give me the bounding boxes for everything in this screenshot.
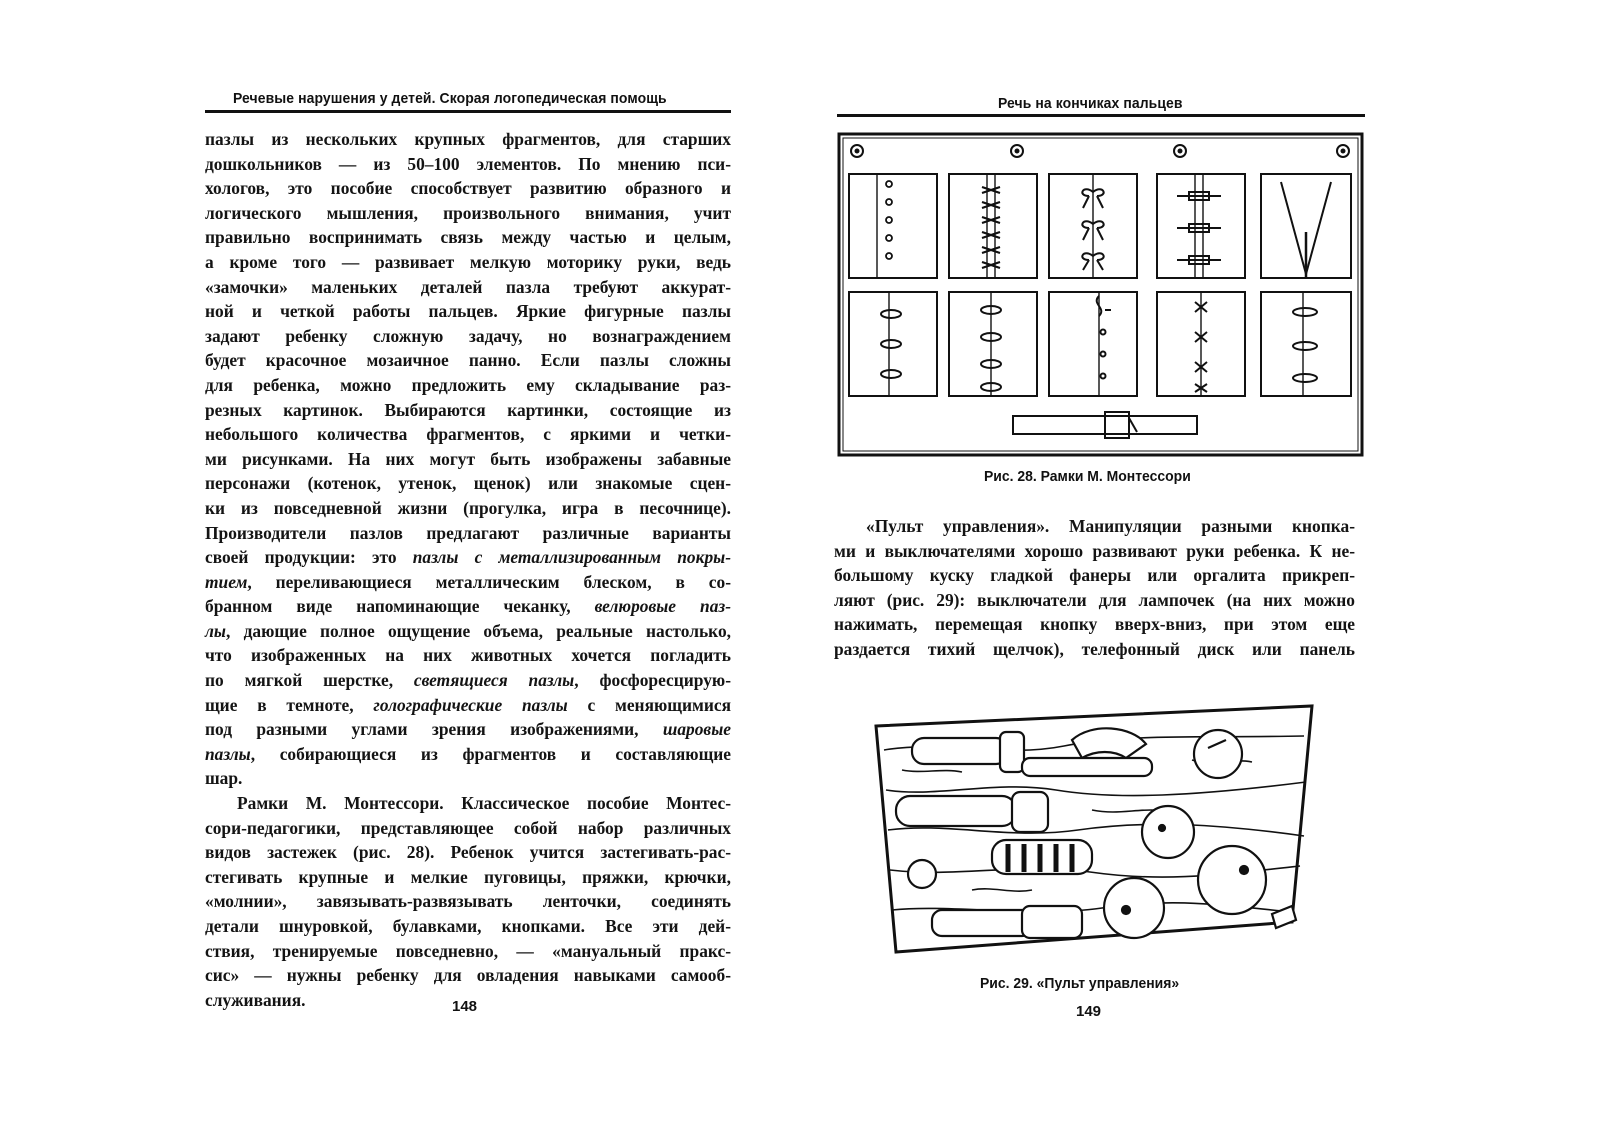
header-rule-left	[205, 110, 731, 113]
left-page	[0, 0, 800, 1132]
text-line: хологов, это пособие способствует развитию образного и	[205, 178, 731, 199]
emphasis-term: лы	[205, 620, 226, 641]
text-line: шар.	[205, 768, 243, 789]
text-line: ной и четкой работы пальцев. Яркие фигурные пазлы	[205, 301, 731, 322]
text-line: ми и выключателями хорошо развивают руки ребенка. К не-	[834, 540, 1355, 561]
text-line: ствия, тренируемые повседневно, — «мануальный пракс-	[205, 940, 731, 961]
right-body-text	[834, 514, 1355, 662]
running-head-right: Речь на кончиках пальцев	[998, 95, 1183, 112]
paragraph-heading: «Пульт управления».	[866, 516, 1050, 536]
text-line: служивания.	[205, 989, 306, 1010]
left-body-text	[205, 127, 731, 1012]
text-line	[205, 742, 731, 767]
figure-29-caption: Рис. 29. «Пульт управления»	[980, 975, 1180, 992]
text-line: ляют (рис. 29): выключатели для лампочек (на них можно	[834, 589, 1355, 610]
text-run: под разными углами зрения изображениями,	[205, 719, 663, 740]
text-line: Производители пазлов предлагают различные варианты	[205, 522, 731, 543]
paragraph-heading: Рамки М. Монтессори.	[237, 793, 444, 814]
running-head-left: Речевые нарушения у детей. Скорая логопедическая помощь	[233, 90, 667, 107]
text-line: ки из повседневной жизни (прогулка, игра в песочнице).	[205, 497, 731, 518]
text-run: с меняющимися	[567, 694, 731, 715]
emphasis-term: велюровые паз-	[594, 596, 731, 617]
text-run: своей продукции: это	[205, 547, 413, 568]
emphasis-term: тием	[205, 571, 248, 592]
text-line	[834, 514, 1355, 539]
emphasis-term: голографические пазлы	[373, 694, 568, 715]
text-run: по мягкой шерстке,	[205, 670, 414, 691]
header-rule-right	[837, 114, 1365, 117]
text-line: сори-педагогики, представляющее собой набор различных	[205, 817, 731, 838]
text-line: стегивать крупные и мелкие пуговицы, пряжки, крючки,	[205, 866, 731, 887]
text-line: логического мышления, произвольного внимания, учит	[205, 202, 731, 223]
text-line: нажимать, перемещая кнопку вверх-вниз, при этом еще	[834, 614, 1355, 635]
text-run: , переливающиеся металлическим блеском, в со-	[247, 571, 731, 592]
text-line: а кроме того — развивает мелкую моторику руки, ведь	[205, 251, 731, 272]
text-line: «замочки» маленьких деталей пазла требуют аккурат-	[205, 276, 731, 297]
text-line: будет красочное мозаичное панно. Если пазлы сложны	[205, 350, 731, 371]
text-line: задают ребенку сложную задачу, но вознаграждением	[205, 325, 731, 346]
text-line	[205, 594, 731, 619]
text-line: детали шнуровкой, булавками, кнопками. Все эти дей-	[205, 916, 731, 936]
text-line	[205, 545, 731, 570]
page-number-left: 148	[452, 998, 478, 1015]
text-run: , фосфоресцирую-	[574, 670, 731, 691]
emphasis-term: шаровые	[662, 719, 731, 740]
figure-28-caption: Рис. 28. Рамки М. Монтессори	[984, 468, 1191, 485]
montessori-frames-figure	[837, 132, 1364, 457]
text-run: Манипуляции разными кнопка-	[1049, 516, 1355, 536]
text-line: раздается тихий щелчок), телефонный диск или панель	[834, 638, 1355, 659]
text-run: щие в темноте,	[205, 694, 374, 715]
text-line: ми рисунками. На них могут быть изображены забавные	[205, 448, 731, 469]
text-line: «молнии», завязывать-развязывать ленточки, соединять	[205, 891, 731, 912]
page-number-right: 149	[1076, 1003, 1102, 1020]
emphasis-term: пазлы с металлизированным покры-	[412, 547, 731, 568]
text-line: сис» — нужны ребенку для овладения навыками самооб-	[205, 965, 731, 986]
emphasis-term: светящиеся пазлы	[413, 670, 575, 691]
text-line: пазлы из нескольких крупных фрагментов, для старших	[205, 129, 731, 149]
text-run: , собирающиеся из фрагментов и составляющие	[250, 743, 731, 764]
text-line	[205, 619, 731, 644]
text-line	[205, 668, 731, 693]
emphasis-term: пазлы	[205, 743, 251, 764]
text-line: большому куску гладкой фанеры или оргалита прикреп-	[834, 565, 1355, 586]
text-line: резных картинок. Выбираются картинки, состоящие из	[205, 399, 731, 420]
text-line: что изображенных на них животных хочется погладить	[205, 645, 731, 666]
text-line	[205, 693, 731, 718]
text-run: бранном виде напоминающие чеканку,	[205, 596, 595, 617]
text-line: правильно воспринимать связь между частью и целым,	[205, 227, 731, 248]
text-line: видов застежек (рис. 28). Ребенок учится застегивать-рас-	[205, 842, 731, 863]
control-panel-figure	[872, 700, 1316, 960]
text-line: персонажи (котенок, утенок, щенок) или знакомые сцен-	[205, 473, 731, 494]
right-page	[800, 0, 1601, 1132]
text-run: Классическое пособие Монтес-	[443, 793, 731, 814]
text-line	[205, 570, 731, 595]
text-run: , дающие полное ощущение объема, реальные настолько,	[226, 620, 731, 641]
text-line: для ребенка, можно предложить ему складывание раз-	[205, 374, 731, 395]
text-line: небольшого количества фрагментов, с яркими и четки-	[205, 424, 731, 445]
text-line: дошкольников — из 50–100 элементов. По мнению пси-	[205, 153, 731, 174]
text-line	[205, 717, 731, 742]
text-line	[205, 791, 731, 816]
